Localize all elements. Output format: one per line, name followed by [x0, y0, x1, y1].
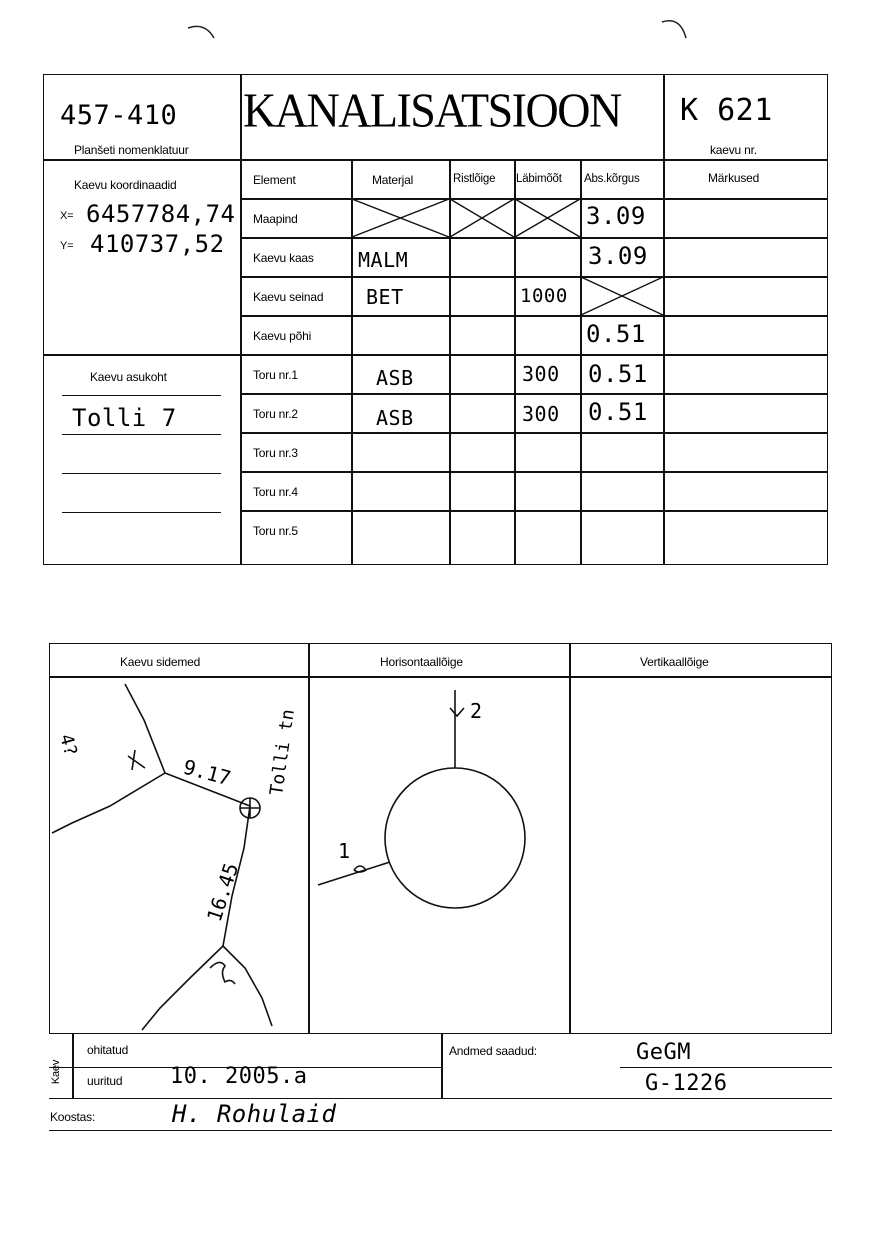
location-label: Kaevu asukoht — [90, 370, 167, 384]
cell-elevation: 0.51 — [588, 398, 648, 426]
sheet-number-label: Planšeti nomenklatuur — [74, 143, 189, 157]
cell-elevation: 3.09 — [588, 242, 648, 270]
cell-material: MALM — [358, 248, 409, 272]
pipe-2-label: 2 — [470, 699, 483, 723]
page-title: KANALISATSIOON — [243, 83, 621, 138]
horizontal-section-label: Horisontaallõige — [380, 655, 463, 669]
cell-diameter: 1000 — [520, 285, 568, 307]
col-header-element: Element — [253, 173, 296, 187]
sketch-street: Tolli tn — [266, 707, 300, 797]
cell-elevation: 0.51 — [588, 360, 648, 388]
col-header-material: Materjal — [372, 173, 414, 187]
author-signature: H. Rohulaid — [172, 1100, 337, 1128]
sketch-dist1: 9.17 — [180, 754, 234, 791]
pipe-1-label: 1 — [338, 839, 351, 863]
row-label: Kaevu põhi — [253, 329, 312, 343]
location-address: Tolli 7 — [72, 404, 177, 432]
row-label: Kaevu seinad — [253, 290, 324, 304]
x-prefix: X= — [60, 210, 74, 222]
row-label: Toru nr.4 — [253, 485, 298, 499]
cell-material: ASB — [376, 406, 414, 430]
source-value-2: G-1226 — [645, 1071, 728, 1096]
vertical-section-label: Vertikaallõige — [640, 655, 709, 669]
connections-label: Kaevu sidemed — [120, 655, 201, 669]
well-number: K 621 — [680, 93, 773, 128]
author-label: Koostas: — [50, 1110, 96, 1124]
col-header-cross-section: Ristlõige — [453, 173, 496, 185]
well-number-label: kaevu nr. — [710, 143, 757, 157]
row-label: Toru nr.1 — [253, 368, 298, 382]
checked-label: ohitatud — [87, 1043, 129, 1057]
x-coordinate: 6457784,74 — [86, 200, 236, 228]
connections-sketch — [50, 678, 307, 1031]
footer-side-label: Kaev — [50, 1059, 63, 1085]
measured-date: 10. 2005.a — [170, 1064, 308, 1089]
sketch-house-c: 4? — [55, 731, 82, 759]
sketch-dist2: 16.45 — [201, 859, 244, 925]
source-value-1: GeGM — [636, 1040, 691, 1065]
sheet-number: 457-410 — [60, 100, 178, 131]
y-prefix: Y= — [60, 240, 74, 252]
row-label: Kaevu kaas — [253, 251, 314, 265]
cell-diameter: 300 — [522, 402, 560, 426]
y-coordinate: 410737,52 — [90, 230, 225, 258]
col-header-diameter: Läbimõõt — [516, 173, 562, 185]
col-header-notes: Märkused — [708, 171, 760, 185]
row-label: Toru nr.3 — [253, 446, 298, 460]
row-label: Maapind — [253, 212, 298, 226]
cell-material: ASB — [376, 366, 414, 390]
coordinates-label: Kaevu koordinaadid — [74, 178, 177, 192]
row-label: Toru nr.5 — [253, 524, 298, 538]
cell-elevation: 0.51 — [586, 320, 646, 348]
horizontal-section-drawing — [310, 678, 568, 1031]
measured-label: uuritud — [87, 1074, 123, 1088]
source-label: Andmed saadud: — [449, 1044, 537, 1058]
cell-diameter: 300 — [522, 362, 560, 386]
cell-elevation: 3.09 — [586, 202, 646, 230]
col-header-elevation: Abs.kõrgus — [584, 173, 640, 185]
cell-material: BET — [366, 285, 404, 309]
row-label: Toru nr.2 — [253, 407, 298, 421]
